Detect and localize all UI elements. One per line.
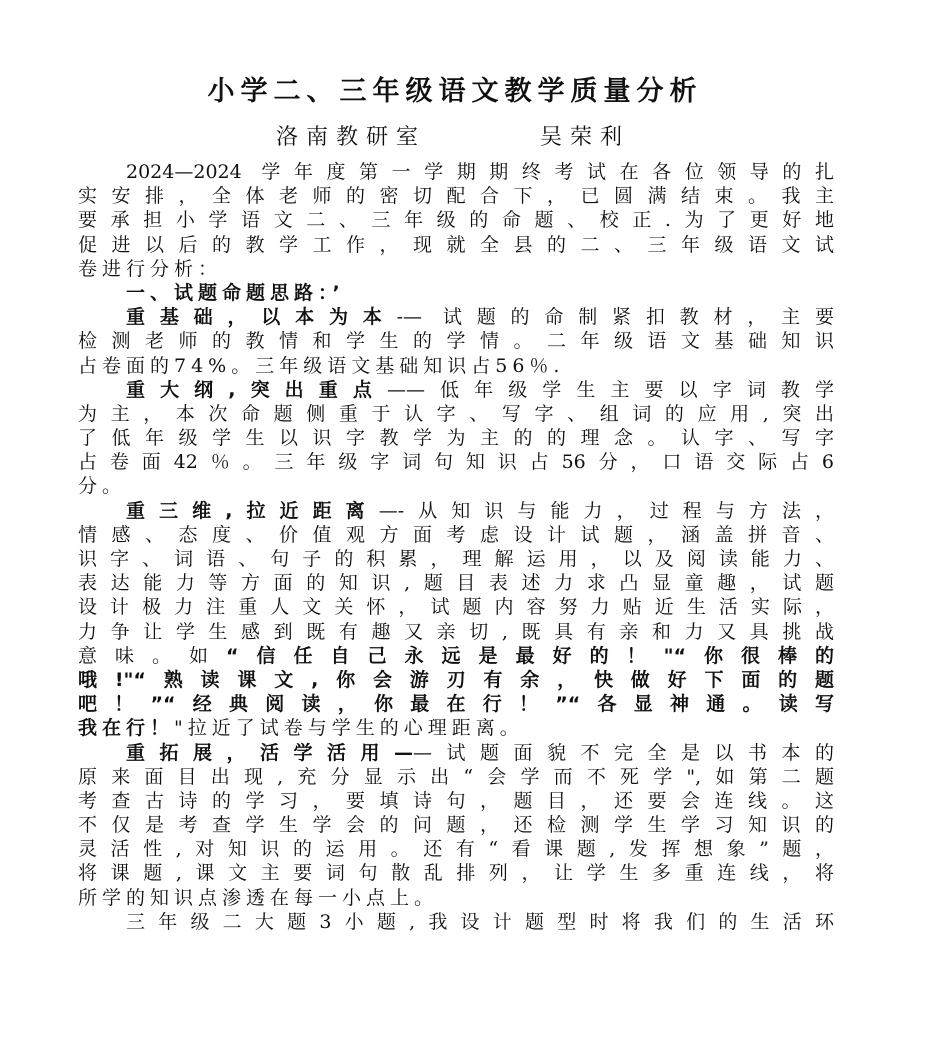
text-segment: 考查古诗的学习，要填诗句，题目，还要会连线。这 xyxy=(78,789,834,812)
page-title: 小学二、三年级语文教学质量分析 xyxy=(207,76,703,107)
document-body xyxy=(78,160,834,934)
text-line xyxy=(78,861,834,885)
text-line xyxy=(78,281,834,305)
byline-author: 吴荣利 xyxy=(540,125,631,150)
text-line xyxy=(78,571,834,595)
text-segment: —试题面貌不完全是以书本的 xyxy=(413,741,834,764)
text-segment: 原来面目出现,充分显示出“会学而不死学",如第二题 xyxy=(78,765,834,788)
text-line xyxy=(78,305,834,329)
text-line xyxy=(78,716,834,740)
text-segment: 了低年级学生以识字教学为主的的理念。认字、写字 xyxy=(78,427,834,450)
text-segment: 设计极力注重人文关怀，试题内容努力贴近生活实际， xyxy=(78,596,834,619)
text-line xyxy=(78,886,834,910)
bold-text-segment: 重拓展，活学活用— xyxy=(126,741,413,764)
text-segment: 要承担小学语文二、三年级的命题、校正.为了更好地 xyxy=(78,209,834,232)
bold-text-segment: 重三维,拉近距离 xyxy=(126,499,379,522)
text-segment: 卷进行分析： xyxy=(78,257,223,280)
text-segment: 三年级二大题3小题,我设计题型时将我们的生活环 xyxy=(126,910,834,933)
text-segment: 实安排，全体老师的密切配合下，已圆满结束。我主 xyxy=(78,185,834,208)
text-line xyxy=(78,620,834,644)
text-line xyxy=(78,595,834,619)
text-line xyxy=(78,741,834,765)
text-segment: 促进以后的教学工作，现就全县的二、三年级语文试 xyxy=(78,233,834,256)
text-line xyxy=(78,208,834,232)
text-segment: ——低年级学生主要以字词教学 xyxy=(386,378,834,401)
text-segment: 意味。如 xyxy=(78,644,227,667)
text-line xyxy=(78,789,834,813)
text-line xyxy=(78,257,834,281)
text-line xyxy=(78,354,834,378)
text-line xyxy=(78,329,834,353)
bold-text-segment: 我在行！ xyxy=(78,717,175,740)
text-line xyxy=(78,378,834,402)
bold-text-segment: 一、试题命题思路：’ xyxy=(126,281,345,304)
text-segment: 为主，本次命题侧重于认字、写字、组词的应用,突出 xyxy=(78,402,834,425)
text-line xyxy=(78,644,834,668)
text-segment: 识字、词语、句子的积累，理解运用，以及阅读能力、 xyxy=(78,548,834,570)
byline-organization: 洛南教研室 xyxy=(276,125,427,150)
text-line xyxy=(78,160,834,184)
bold-text-segment: 哦!"“熟读课文,你会游刃有余，快做好下面的题 xyxy=(78,668,834,691)
text-segment: 2024—2024 学年度第一学期期终考试在各位领导的扎 xyxy=(126,161,834,183)
text-line xyxy=(78,765,834,789)
text-line xyxy=(78,233,834,257)
text-segment: 所学的知识点渗透在每一小点上。 xyxy=(78,886,439,909)
text-line xyxy=(78,426,834,450)
text-line xyxy=(78,692,834,716)
text-line xyxy=(78,450,834,474)
text-segment: 表达能力等方面的知识,题目表述力求凸显童趣，试题 xyxy=(78,572,834,595)
text-segment: 情感、态度、价值观方面考虑设计试题，涵盖拼音、 xyxy=(78,523,834,546)
text-line xyxy=(78,668,834,692)
text-segment: 将课题,课文主要词句散乱排列，让学生多重连线，将 xyxy=(78,862,834,885)
text-line xyxy=(78,547,834,571)
bold-text-segment: 重大纲,突出重点 xyxy=(126,378,387,401)
text-segment: -— 试题的命制紧扣教材，主要 xyxy=(396,306,834,329)
text-segment: 不仅是考查学生学会的问题，还检测学生学习知识的 xyxy=(78,814,834,837)
text-line xyxy=(78,910,834,934)
text-line xyxy=(78,474,834,498)
bold-text-segment: “信任自己永远是最好的！"“你很棒的 xyxy=(226,644,834,667)
text-segment: 检测老师的教情和学生的学情。二年级语文基础知识 xyxy=(78,330,834,353)
bold-text-segment: 吧！”“经典阅读，你最在行！”“各显神通。读写 xyxy=(78,693,834,716)
bold-text-segment: 重基础，以本为本 xyxy=(126,306,397,329)
text-segment: 占卷面42％。三年级字词句知识占56分，口语交际占6 xyxy=(78,451,834,474)
text-line xyxy=(78,402,834,426)
text-line xyxy=(78,523,834,547)
text-segment: 分。 xyxy=(78,475,127,498)
text-segment: "拉近了试卷与学生的心理距离。 xyxy=(174,717,524,740)
text-line xyxy=(78,837,834,861)
text-line xyxy=(78,813,834,837)
text-segment: 灵活性,对知识的运用。还有“看课题,发挥想象”题， xyxy=(78,838,834,861)
text-line xyxy=(78,184,834,208)
text-line xyxy=(78,499,834,523)
text-segment: 占卷面的74%。三年级语文基础知识占56％. xyxy=(78,354,565,377)
text-segment: —-从知识与能力，过程与方法， xyxy=(378,499,835,522)
text-segment: 力争让学生感到既有趣又亲切,既具有亲和力又具挑战 xyxy=(78,620,834,643)
